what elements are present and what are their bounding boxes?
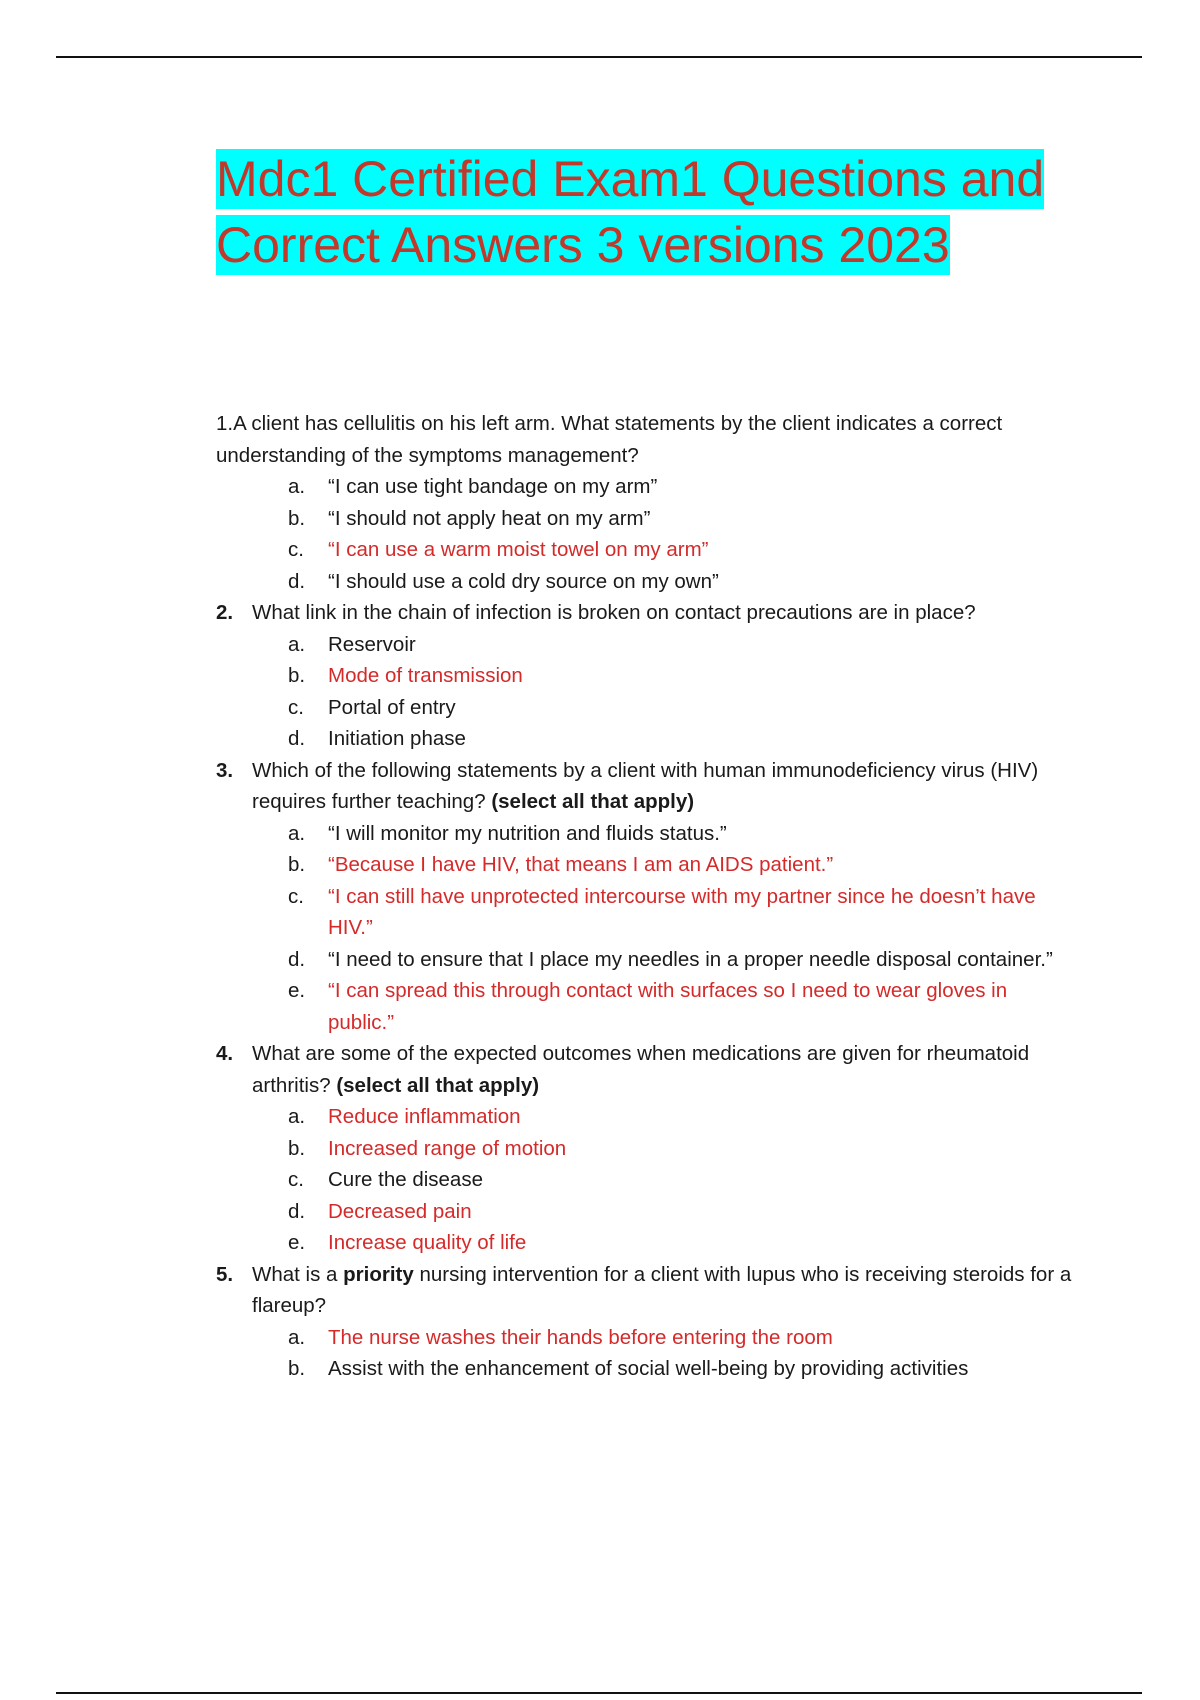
option-1b: [288, 503, 1076, 535]
option-text: Mode of transmission: [328, 664, 523, 687]
option-4c: [288, 1164, 1076, 1196]
question-4-text: What are some of the expected outcomes when medications are given for rheumatoid arthritis?: [252, 1042, 1030, 1097]
option-text: “I need to ensure that I place my needles in a proper needle disposal container.”: [328, 947, 1053, 971]
question-2: [216, 597, 1076, 755]
option-3d: [288, 944, 1076, 976]
option-text: “I can use a warm moist towel on my arm”: [328, 538, 709, 561]
option-text: Reservoir: [328, 632, 416, 656]
option-letter: d.: [288, 947, 306, 971]
question-5-stem: [252, 1259, 1076, 1322]
option-letter: a.: [288, 475, 306, 498]
option-letter: c.: [288, 1168, 304, 1191]
document-title: [216, 146, 1116, 278]
option-text: Reduce inflammation: [328, 1105, 521, 1128]
option-text: “I should use a cold dry source on my own”: [328, 569, 719, 593]
question-3-number: 3.: [216, 758, 234, 782]
question-4-stem: [252, 1038, 1076, 1101]
option-text: Portal of entry: [328, 695, 456, 719]
option-3c-correct: [288, 881, 1076, 944]
title-line-1: Mdc1 Certified Exam1 Questions and: [216, 151, 1045, 207]
option-letter: c.: [288, 884, 304, 908]
option-text: Increased range of motion: [328, 1136, 567, 1160]
option-text: “I should not apply heat on my arm”: [328, 506, 651, 530]
option-3a: [288, 818, 1076, 850]
option-letter: a.: [288, 821, 306, 845]
option-4d-correct: [288, 1196, 1076, 1228]
option-letter: b.: [288, 1357, 306, 1380]
question-3-text: Which of the following statements by a client with human immunodeficiency virus (HIV) requires further teaching?: [252, 758, 1039, 813]
option-4e-correct: [288, 1227, 1076, 1259]
option-letter: b.: [288, 506, 306, 530]
question-3: [216, 755, 1076, 1039]
option-text: Initiation phase: [328, 727, 466, 750]
option-letter: c.: [288, 538, 304, 561]
question-4-number: 4.: [216, 1042, 234, 1065]
option-text: Assist with the enhancement of social well-being by providing activities: [328, 1357, 969, 1380]
question-2-text: What link in the chain of infection is broken on contact precautions are in place?: [252, 601, 976, 624]
question-5-text-before: What is a: [252, 1262, 338, 1286]
option-text: “I can still have unprotected intercourse with my partner since he doesn’t have HIV.”: [328, 884, 1036, 939]
question-1-options: [216, 471, 1076, 597]
option-2c: [288, 692, 1076, 724]
option-text: Decreased pain: [328, 1199, 472, 1223]
question-2-number: 2.: [216, 601, 234, 624]
bottom-rule: [56, 1692, 1142, 1694]
option-2b-correct: [288, 660, 1076, 692]
option-2d: [288, 723, 1076, 755]
option-text: “I can spread this through contact with surfaces so I need to wear gloves in public.”: [328, 979, 1008, 1034]
option-letter: b.: [288, 853, 306, 876]
question-4-options: [252, 1101, 1076, 1259]
option-text: The nurse washes their hands before entering the room: [328, 1325, 833, 1349]
option-3e-correct: [288, 975, 1076, 1038]
option-1c-correct: [288, 534, 1076, 566]
option-text: “I can use tight bandage on my arm”: [328, 475, 658, 498]
option-letter: d.: [288, 1199, 306, 1223]
option-text: Increase quality of life: [328, 1231, 527, 1254]
option-4a-correct: [288, 1101, 1076, 1133]
option-letter: d.: [288, 727, 306, 750]
question-1-text: A client has cellulitis on his left arm. What statements by the client indicates a correct understanding of the symptoms management?: [216, 412, 1003, 467]
option-3b-correct: [288, 849, 1076, 881]
option-letter: d.: [288, 569, 306, 593]
top-rule: [56, 56, 1142, 58]
option-4b-correct: [288, 1133, 1076, 1165]
select-all-note: (select all that apply): [336, 1073, 540, 1097]
option-letter: b.: [288, 664, 306, 687]
title-line-2: Correct Answers 3 versions 2023: [216, 217, 950, 273]
question-list: [216, 408, 1076, 1385]
question-5-text-after: nursing intervention for a client with lupus who is receiving steroids for a flareup?: [252, 1262, 1072, 1317]
option-5a-correct: [288, 1322, 1076, 1354]
option-letter: e.: [288, 1231, 306, 1254]
question-3-options: [252, 818, 1076, 1039]
option-letter: a.: [288, 1325, 306, 1349]
option-text: “I will monitor my nutrition and fluids status.”: [328, 821, 727, 845]
question-5-number: 5.: [216, 1262, 234, 1286]
select-all-note: (select all that apply): [491, 790, 695, 813]
question-4: [216, 1038, 1076, 1259]
option-2a: [288, 629, 1076, 661]
question-3-stem: [252, 755, 1076, 818]
option-letter: b.: [288, 1136, 306, 1160]
option-letter: e.: [288, 979, 306, 1002]
question-5-options: [252, 1322, 1076, 1385]
option-1d: [288, 566, 1076, 598]
option-text: Cure the disease: [328, 1168, 483, 1191]
question-1: [216, 408, 1076, 597]
priority-emphasis: priority: [343, 1262, 414, 1286]
option-1a: [288, 471, 1076, 503]
question-2-stem: [252, 597, 1076, 629]
option-letter: a.: [288, 1105, 306, 1128]
question-1-number: 1.: [216, 412, 234, 435]
option-letter: a.: [288, 632, 306, 656]
question-5: [216, 1259, 1076, 1385]
option-5b: [288, 1353, 1076, 1385]
question-1-stem: [216, 408, 1076, 471]
option-letter: c.: [288, 695, 304, 719]
option-text: “Because I have HIV, that means I am an AIDS patient.”: [328, 853, 834, 876]
question-2-options: [252, 629, 1076, 755]
